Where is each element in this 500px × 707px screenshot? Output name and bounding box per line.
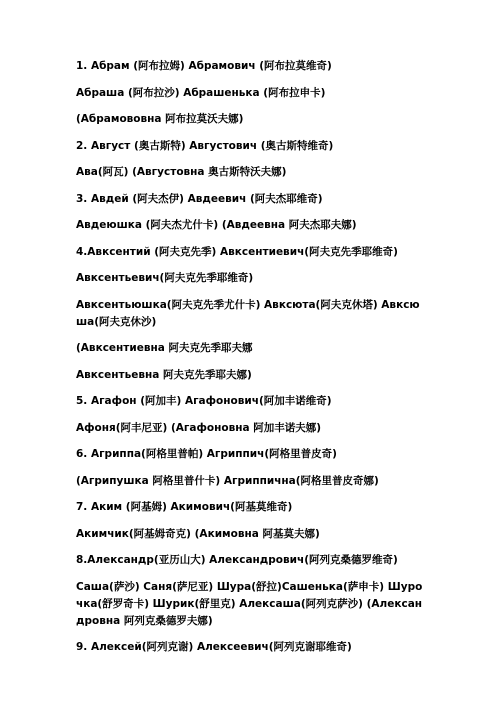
- name-entry-3: (Абрамововна 阿布拉莫沃夫娜): [76, 113, 244, 125]
- name-entry-20: Саша(萨沙) Саня(萨尼亚) Шура(舒拉)Сашенька(萨申卡) Шурочка(舒罗奇卡) Шурик(舒里克) Алексаша(阿列克萨沙) (Александровна 阿列克桑德罗夫娜): [76, 580, 423, 627]
- name-entry-11: (Авксентиевна 阿夫克先季耶夫娜: [76, 342, 253, 354]
- name-entry-12: Авксентьевна 阿夫克先季耶夫娜): [76, 368, 252, 381]
- name-entry-2: Абраша (阿布拉沙) Абрашенька (阿布拉申卡): [76, 86, 326, 99]
- name-entry-17: 7. Аким (阿基姆) Акимович(阿基莫维奇): [76, 501, 293, 513]
- name-entry-21: 9. Алексей(阿列克谢) Алексеевич(阿列克谢耶维奇): [76, 641, 352, 653]
- name-entry-9: Авксентьевич(阿夫克先季耶维奇): [76, 272, 254, 284]
- name-entry-7: Авдеюшка (阿夫杰尤什卡) (Авдеевна 阿夫杰耶夫娜): [76, 219, 357, 231]
- name-entry-5: Ава(阿瓦) (Августовна 奥古斯特沃夫娜): [76, 166, 287, 178]
- name-entry-6: 3. Авдей (阿夫杰伊) Авдеевич (阿夫杰耶维奇): [76, 192, 323, 205]
- name-entry-18: Акимчик(阿基姆奇克) (Акимовна 阿基莫夫娜): [76, 527, 320, 540]
- name-entry-4: 2. Август (奥古斯特) Августович (奥古斯特维奇): [76, 139, 334, 152]
- name-entry-1: 1. Абрам (阿布拉姆) Абрамович (阿布拉莫维奇): [76, 60, 332, 72]
- name-entry-13: 5. Агафон (阿加丰) Агафонович(阿加丰诺维奇): [76, 395, 332, 407]
- document-page: [76, 58, 428, 656]
- name-entry-8: 4.Авксентий (阿夫克先季) Авксентиевич(阿夫克先季耶维奇): [76, 245, 398, 258]
- name-entry-19: 8.Александр(亚历山大) Александрович(阿列克桑德罗维奇): [76, 554, 398, 566]
- name-entry-10: Авксентьюшка(阿夫克先季尤什卡) Авксюта(阿夫克休塔) Авксюша(阿夫克休沙): [76, 298, 420, 328]
- name-entry-16: (Агрипушка 阿格里普什卡) Агриппична(阿格里普皮奇娜): [76, 474, 379, 487]
- name-entry-14: Афоня(阿丰尼亚) (Агафоновна 阿加丰诺夫娜): [76, 421, 322, 434]
- name-entry-15: 6. Агриппа(阿格里普帕) Агриппич(阿格里普皮奇): [76, 448, 337, 460]
